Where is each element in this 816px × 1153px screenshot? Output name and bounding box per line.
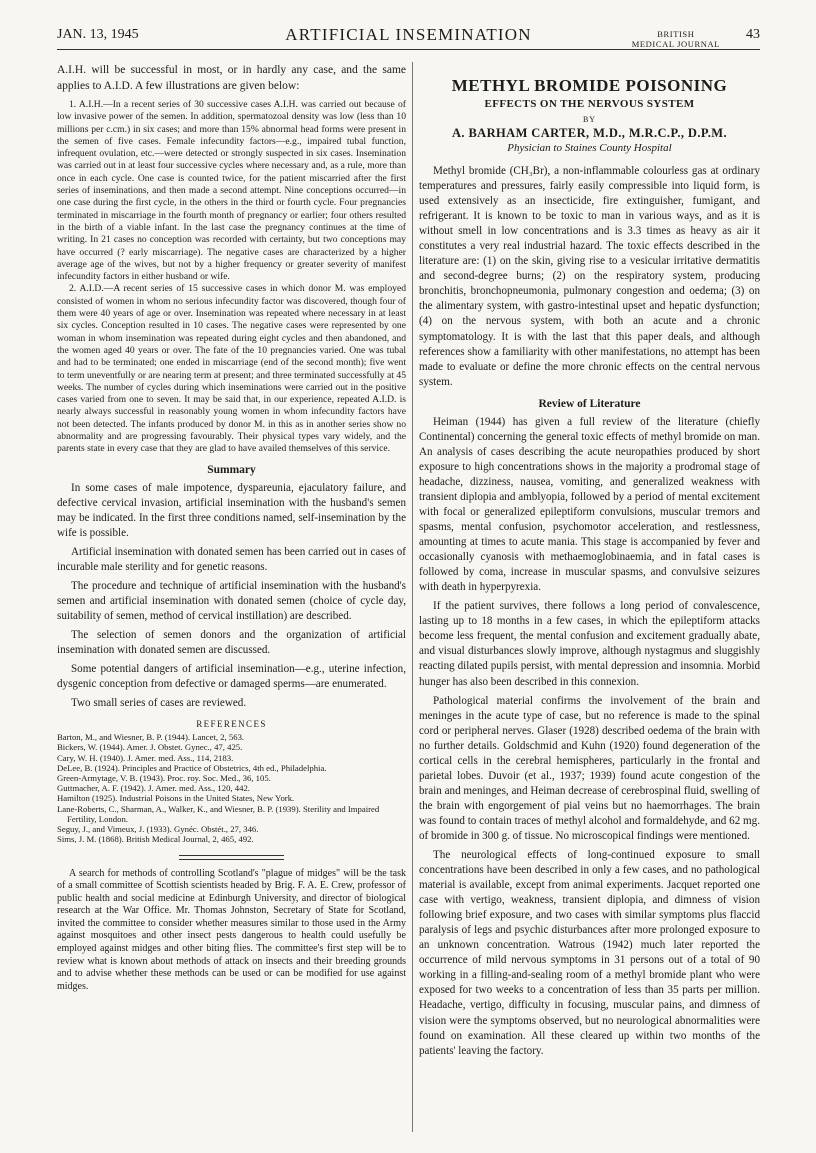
aih-case-series: 1. A.I.H.—In a recent series of 30 successive cases A.I.H. was carried out because of low invasive power of the semen. In addition, spermatozoal density was low (less than 10 millions per c.cm.) in six cases; and more than 15% abnormal head forms were present in the semen of five cases. Female infecundity factors—e.g., impaired tubal function, infrequent ovulation, etc.—were detected or strongly suspected in six cases. Insemination was carried out in at least four successive cycles where necessary and, as a rule, more than once in each cycle. One case is counted twice, for the patient miscarried after the first series of inseminations, and then made a second attempt. Nine conceptions occurred—in one case during the first cycle, in the others in the third or fourth cycle. Four pregnancies terminated in miscarriage in the fourth month of pregnancy or earlier; four others resulted in the birth of a viable infant. In the last case the pregnancy continues at the time of writing. In 21 cases no conception was recorded with certainty, but two conceptions may have occurred (? early miscarriage). The negative cases are characterized by a higher average age of the wives, but not by a higher frequency or greater severity of manifest infecundity factors in either husband or wife.: [57, 99, 406, 283]
midges-news-note: A search for methods of controlling Scotland's "plague of midges" will be the task of a small committee of Scottish scientists headed by Brig. F. A. E. Crew, professor of public health and social medicine at Edinburgh University, and director of biological research at the War Office. Mr. Thomas Johnston, Secretary of State for Scotland, invited the committee to consider whether measures similar to those used in the Army against mosquitoes and other insect pests dangerous to health could usefully be employed against midges and other biting flies. The committee's first step will be to review what is known about methods of attack on insects and their breeding grounds and to advise whether these methods can be used or can be modified for use against midges.: [57, 867, 406, 992]
reference-item: Sims, J. M. (1868). British Medical Journal, 2, 465, 492.: [57, 834, 254, 845]
issue-date: JAN. 13, 1945: [57, 27, 139, 42]
summary-point: Some potential dangers of artificial insemination—e.g., uterine infection, dysgenic conception from defective or damaged sperms—are enumerated.: [57, 663, 406, 691]
left-column: [57, 62, 406, 1140]
review-paragraph: The neurological effects of long-continued exposure to small concentrations have been described in only a few cases, and no pathological material is available, except from animal experiments. Jacquet reported one case with vertigo, weakness, transient diplopia, and dimness of vision following brief exposure, and two cases with similar symptoms plus flaccid paralysis of legs and psychic disturbances after more prolonged exposure to an unknown concentration. Watrous (1942) much later reported the occurrence of mild nervous symptoms in 31 persons out of a total of 90 working in a filling-and-sealing room of a methyl bromide plant who were exposed for two weeks to a concentration of less than 35 parts per million. Headache, vertigo, difficulty in focusing, muscular pains, and dimness of vision were the symptoms observed, but no neurological abnormalities were found on examination. All these cleared up within two months of the patients' leaving the factory.: [419, 849, 760, 1057]
summary-point: In some cases of male impotence, dyspareunia, ejaculatory failure, and defective cervical invasion, artificial insemination with the husband's semen may be indicated. In the first three conditions named, self-insemination by the wife is possible.: [57, 481, 406, 539]
review-paragraph: If the patient survives, there follows a long period of convalescence, lasting up to 18 months in a few cases, in which the epileptiform attacks become less frequent, the mental confusion and excitement gradually abate, and visual disturbances slowly improve, although nystagmus and sluggishly reacting dilated pupils persist, with mental depression and insomnia. Morbid hunger has also been described in this connexion.: [419, 600, 760, 688]
journal-name: [632, 29, 720, 49]
aid-case-series: 2. A.I.D.—A recent series of 15 successive cases in which donor M. was employed consisted of women in whom no serious infecundity factor was discovered, though four of them were 40 years of age or over. Insemination was repeated where necessary in at least six cycles. Conception resulted in 10 cases. The negative cases were represented by one woman in whom insemination was repeated during eight cycles and then abandoned, and the women aged 40 years or over. The fate of the 10 pregnancies varied. One was tubal and had to be terminated; one ended in miscarriage (end of the second month); five went to term uneventfully or are nearing term at present; and three terminated successfully at 45 weeks. The number of cycles during which inseminations were carried out in the positive cases varied from one to seven. It may be said that, in our experience, repeated A.I.D. is nearly always successful in reasonably young women in whom infecundity factors have not been detected. The infants produced by donor M. in this as in another series show no abnormality and are progressing favourably. Their physical types vary widely, and the parents state in every case that they are glad to have availed themselves of this service.: [57, 283, 406, 455]
article-subtitle: EFFECTS ON THE NERVOUS SYSTEM: [484, 98, 695, 110]
references-heading: REFERENCES: [196, 719, 267, 730]
header-rule: [57, 49, 760, 50]
page-header: [57, 27, 760, 57]
article-author: A. BARHAM CARTER, M.D., M.R.C.P., D.P.M.: [451, 126, 728, 140]
summary-point: The procedure and technique of artificial insemination with the husband's semen and artificial insemination with donated semen (choice of cycle day, suitability of semen, method of cervical instillation) are described.: [57, 579, 406, 622]
review-paragraph: Pathological material confirms the involvement of the brain and meninges in the acute type of case, but no reference is made to the spinal cord or peripheral nerves. Glaser (1928) described oedema of the brain with no further details. Goldschmid and Kuhn (1920) found degeneration of the cortical cells in the cerebral hemispheres, particularly in the frontal and parietal lobes. Duvoir (et al., 1937; 1939) found acute congestion of the brain and meninges, and Heiman decrease of cerebrospinal fluid, swelling of the brain with engorgement of pial veins but no haemorrhages. The brain was found to contain traces of methyl alcohol and formaldehyde, and 62 mg. of bromide in 300 g. of tissue. No microscopical findings were mentioned.: [419, 694, 760, 842]
article-intro: Methyl bromide (CH₃Br), a non-inflammable colourless gas at ordinary temperatures and pressures, fairly easily compressible into liquid form, is used extensively as an insecticide, fire extinguisher, fumigant, and refrigerant. It is known to be toxic to man in various ways, and as it is without smell in low concentrations and is 3.3 times as heavy as air it constitutes a very real industrial hazard. The toxic effects described in the literature are: (1) on the skin, giving rise to a vesicular irritative dermatitis and second-degree burns; (2) on the respiratory system, producing bronchitis, bronchopneumonia, pulmonary congestion and oedema; (3) on the alimentary system, with gastro-intestinal upset and hepatic dysfunction; (4) on the nervous system, with both an acute and a chronic symptomatology. It is with the last that this paper deals, and although references show a familiarity with other manifestations, no attempt has been made to evaluate or define the more chronic effects on the central nervous system.: [419, 165, 760, 388]
reference-item: Barton, M., and Wiesner, B. P. (1944). Lancet, 2, 563.: [57, 732, 245, 743]
column-divider: [412, 62, 413, 1132]
right-column: [419, 62, 760, 1140]
reference-item: Lane-Roberts, C., Sharman, A., Walker, K., and Wiesner, B. P. (1939). Sterility and Impaired Fertility, London.: [57, 803, 380, 824]
running-title: ARTIFICIAL INSEMINATION: [285, 25, 532, 44]
references-list: [57, 732, 406, 844]
summary-point: Artificial insemination with donated semen has been carried out in cases of incurable male sterility and for genetic reasons.: [57, 545, 406, 573]
review-paragraph: Heiman (1944) has given a full review of the literature (chiefly Continental) concerning the general toxic effects of methyl bromide on man. An analysis of cases describing the acute neuropathies produced by short exposure to high concentrations shows in the majority a prodromal stage of headache, dizziness, nausea, vomiting, and generalized weakness with transient diplopia and amblyopia, followed by a period of mental excitement with focal or generalized epileptiform convulsions, muscular tremors and spasms, mental confusion, psychomotor acceleration, and restlessness, amounting at times to acute mania. This stage is accompanied by fever and occasionally cyanosis with methaemoglobinaemia, and in fatal cases is followed by coma, increase in muscular spasms, and convulsive seizures with death in hyperpyrexia.: [419, 415, 760, 594]
journal-name-line1: BRITISH: [657, 29, 695, 39]
section-separator: [179, 859, 284, 860]
reference-item: Guttmacher, A. F. (1942). J. Amer. med. Ass., 120, 442.: [57, 783, 250, 794]
reference-item: Green-Armytage, V. B. (1943). Proc. roy. Soc. Med., 36, 105.: [57, 773, 271, 784]
intro-paragraph: A.I.H. will be successful in most, or in hardly any case, and the same applies to A.I.D. A few illustrations are given below:: [57, 64, 406, 92]
reference-item: Hamilton (1925). Industrial Poisons in the United States, New York.: [57, 793, 295, 804]
reference-item: Bickers, W. (1944). Amer. J. Obstet. Gynec., 47, 425.: [57, 742, 243, 753]
journal-name-line2: MEDICAL JOURNAL: [631, 39, 720, 49]
summary-heading: Summary: [207, 463, 256, 476]
author-affiliation: Physician to Staines County Hospital: [507, 142, 672, 154]
reference-item: DeLee, B. (1924). Principles and Practice of Obstetrics, 4th ed., Philadelphia.: [57, 762, 327, 773]
reference-item: Cary, W. H. (1940). J. Amer. med. Ass., 114, 2183.: [57, 752, 234, 763]
summary-point: Two small series of cases are reviewed.: [71, 697, 247, 710]
section-separator: [179, 855, 284, 856]
page-number: 43: [746, 27, 760, 42]
review-heading: Review of Literature: [538, 397, 641, 410]
byline-by: BY: [582, 115, 597, 124]
article-title: METHYL BROMIDE POISONING: [451, 76, 728, 95]
summary-point: The selection of semen donors and the organization of artificial insemination with donated semen are discussed.: [57, 629, 406, 657]
reference-item: Seguy, J., and Vimeux, J. (1933). Gynéc. Obstét., 27, 346.: [57, 824, 259, 835]
